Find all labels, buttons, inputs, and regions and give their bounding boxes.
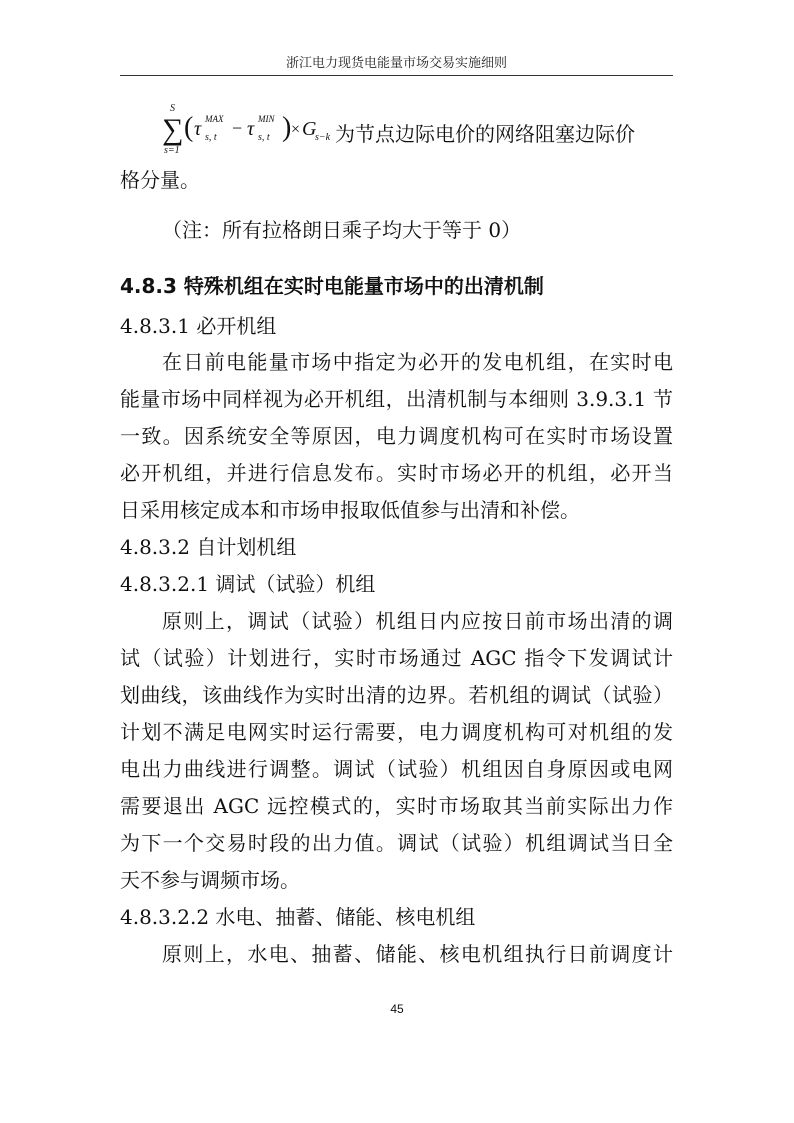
- header-rule: [120, 75, 673, 76]
- tau-max-superscript: MAX: [205, 114, 224, 124]
- tau-min-subscript: s, t: [258, 132, 270, 143]
- subsection-heading-4-8-3-2-1: 4.8.3.2.1 调试（试验）机组: [120, 572, 376, 596]
- paragraph-line: 天不参与调频市场。: [120, 868, 300, 892]
- note-paragraph: （注：所有拉格朗日乘子均大于等于 0）: [162, 218, 522, 242]
- running-header: 浙江电力现货电能量市场交易实施细则: [285, 56, 507, 71]
- subsection-heading-4-8-3-1: 4.8.3.1 必开机组: [120, 314, 277, 338]
- paragraph-line: 为下一个交易时段的出力值。调试（试验）机组调试当日全: [120, 831, 673, 855]
- sum-formula: [160, 100, 335, 158]
- right-paren: ): [282, 112, 292, 143]
- paragraph-line: 原则上，水电、抽蓄、储能、核电机组执行日前调度计: [162, 942, 673, 966]
- left-paren: (: [184, 112, 194, 143]
- section-heading-4-8-3: 4.8.3 特殊机组在实时电能量市场中的出清机制: [120, 274, 544, 298]
- formula-description: 为节点边际电价的网络阻塞边际价: [335, 122, 635, 146]
- sum-lower-limit: s=1: [164, 145, 180, 156]
- tau-min-superscript: MIN: [258, 114, 275, 124]
- formula-description-end: 格分量。: [120, 168, 200, 192]
- paragraph-line: 电出力曲线进行调整。调试（试验）机组因自身原因或电网: [120, 757, 673, 781]
- g-variable: G: [302, 118, 317, 140]
- paragraph-line: 需要退出 AGC 远控模式的，实时市场取其当前实际出力作: [120, 794, 673, 818]
- minus-sign: −: [232, 118, 243, 138]
- paragraph-line: 试（试验）计划进行，实时市场通过 AGC 指令下发调试计: [120, 646, 673, 670]
- page-number: 45: [390, 1002, 404, 1016]
- paragraph-line: 必开机组，并进行信息发布。实时市场必开的机组，必开当: [120, 461, 673, 485]
- paragraph-line: 在日前电能量市场中指定为必开的发电机组，在实时电: [162, 350, 673, 374]
- paragraph-line: 能量市场中同样视为必开机组，出清机制与本细则 3.9.3.1 节: [120, 387, 673, 411]
- subsection-heading-4-8-3-2: 4.8.3.2 自计划机组: [120, 535, 297, 559]
- g-subscript: s−k: [315, 132, 331, 143]
- tau-max-subscript: s, t: [205, 132, 217, 143]
- sum-upper-limit: S: [170, 103, 175, 114]
- paragraph-line: 计划不满足电网实时运行需要，电力调度机构可对机组的发: [120, 720, 673, 744]
- sum-symbol: ∑: [162, 113, 184, 146]
- times-sign: ×: [291, 121, 301, 138]
- tau-min: τ: [247, 118, 255, 140]
- paragraph-line: 原则上，调试（试验）机组日内应按日前市场出清的调: [162, 609, 673, 633]
- paragraph-line: 划曲线，该曲线作为实时出清的边界。若机组的调试（试验）: [120, 683, 673, 707]
- paragraph-line: 日采用核定成本和市场申报取低值参与出清和补偿。: [120, 498, 580, 522]
- tau-max: τ: [194, 118, 202, 140]
- subsection-heading-4-8-3-2-2: 4.8.3.2.2 水电、抽蓄、储能、核电机组: [120, 905, 476, 929]
- paragraph-line: 一致。因系统安全等原因，电力调度机构可在实时市场设置: [120, 424, 673, 448]
